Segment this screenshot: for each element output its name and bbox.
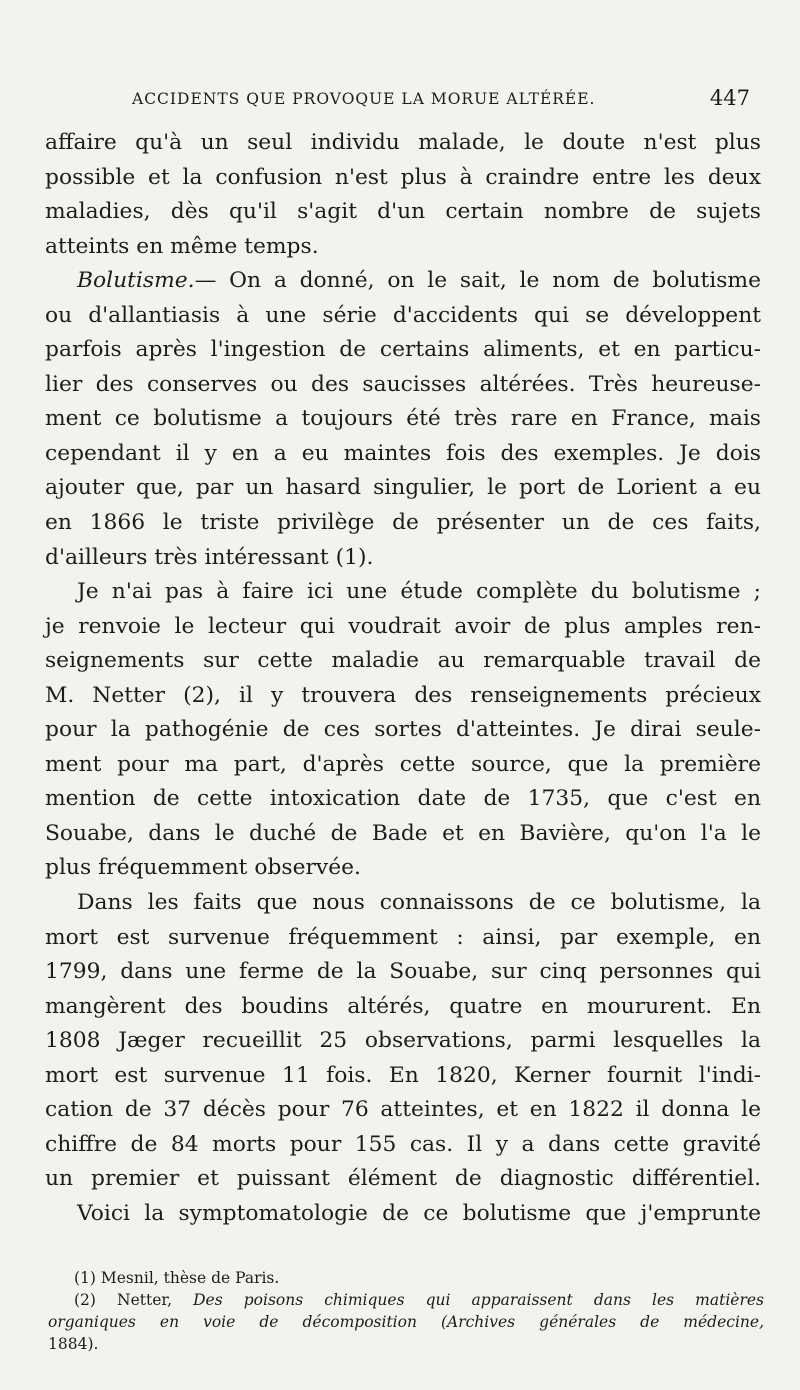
paragraph-first-line bbox=[45, 264, 761, 299]
text-line: en 1866 le triste privilège de présenter un de ces faits, bbox=[45, 510, 761, 536]
text-line: 1808 Jæger recueillit 25 observations, parmi lesquelles la bbox=[45, 1028, 761, 1054]
footnote-2 bbox=[48, 1289, 764, 1311]
text-line: ou d'allantiasis à une série d'accidents qui se développent bbox=[45, 302, 761, 328]
section-heading: Bolutisme. bbox=[77, 268, 195, 294]
text-line: seignements sur cette maladie au remarquable travail de bbox=[45, 648, 761, 674]
text-line: mort est survenue 11 fois. En 1820, Kerner fournit l'indi- bbox=[45, 1062, 761, 1088]
text-line: un premier et puissant élément de diagnostic différentiel. bbox=[45, 1166, 761, 1192]
text-line: M. Netter (2), il y trouvera des renseignements précieux bbox=[45, 682, 761, 708]
text-line: maladies, dès qu'il s'agit d'un certain nombre de sujets bbox=[45, 199, 761, 225]
text-line: Je n'ai pas à faire ici une étude complète du bolutisme ; bbox=[77, 579, 761, 605]
text-line: atteints en même temps. bbox=[45, 233, 319, 259]
running-header bbox=[132, 86, 750, 114]
text-line: Voici la symptomatologie de ce bolutisme que j'emprunte bbox=[77, 1200, 761, 1226]
text-line: lier des conserves ou des saucisses altérées. Très heureuse- bbox=[45, 371, 761, 397]
footnote-2-ref: (2) Netter, bbox=[74, 1291, 173, 1309]
text-line: plus fréquemment observée. bbox=[45, 855, 361, 881]
text-line: possible et la confusion n'est plus à craindre entre les deux bbox=[45, 164, 761, 190]
text-line: parfois après l'ingestion de certains aliments, et en particu- bbox=[45, 337, 761, 363]
text-line: mangèrent des boudins altérés, quatre en moururent. En bbox=[45, 993, 761, 1019]
footnotes bbox=[48, 1267, 764, 1355]
text-line: ajouter que, par un hasard singulier, le port de Lorient a eu bbox=[45, 475, 761, 501]
page-number: 447 bbox=[709, 86, 750, 110]
text-line: cation de 37 décès pour 76 atteintes, et en 1822 il donna le bbox=[45, 1097, 761, 1123]
text-line: Dans les faits que nous connaissons de ce bolutisme, la bbox=[77, 890, 761, 916]
text-line: 1799, dans une ferme de la Souabe, sur cinq personnes qui bbox=[45, 959, 761, 985]
text-line: ment pour ma part, d'après cette source, que la première bbox=[45, 751, 761, 777]
footnote-2-line: organiques en voie de décomposition (Archives générales de médecine, bbox=[48, 1313, 764, 1331]
text-line: chiffre de 84 morts pour 155 cas. Il y a dans cette gravité bbox=[45, 1131, 761, 1157]
footnote-2-line: 1884). bbox=[48, 1335, 99, 1353]
text-line: cependant il y en a eu maintes fois des exemples. Je dois bbox=[45, 440, 761, 466]
running-title: ACCIDENTS QUE PROVOQUE LA MORUE ALTÉRÉE. bbox=[132, 90, 596, 108]
text-line: je renvoie le lecteur qui voudrait avoir de plus amples ren- bbox=[45, 613, 761, 639]
text-line: pour la pathogénie de ces sortes d'atteintes. Je dirai seule- bbox=[45, 717, 761, 743]
text-line: Souabe, dans le duché de Bade et en Bavière, qu'on l'a le bbox=[45, 820, 761, 846]
text-line: mention de cette intoxication date de 1735, que c'est en bbox=[45, 786, 761, 812]
text-line: d'ailleurs très intéressant (1). bbox=[45, 544, 374, 570]
text-line: affaire qu'à un seul individu malade, le doute n'est plus bbox=[45, 130, 761, 155]
text-line: ment ce bolutisme a toujours été très rare en France, mais bbox=[45, 406, 761, 432]
text-run: — On a donné, on le sait, le nom de bolutisme bbox=[194, 268, 761, 294]
footnote-1: (1) Mesnil, thèse de Paris. bbox=[74, 1269, 280, 1287]
text-line: mort est survenue fréquemment : ainsi, par exemple, en bbox=[45, 924, 761, 950]
body-text bbox=[45, 126, 761, 1232]
footnote-2-title: Des poisons chimiques qui apparaissent dans les matières bbox=[193, 1291, 764, 1309]
